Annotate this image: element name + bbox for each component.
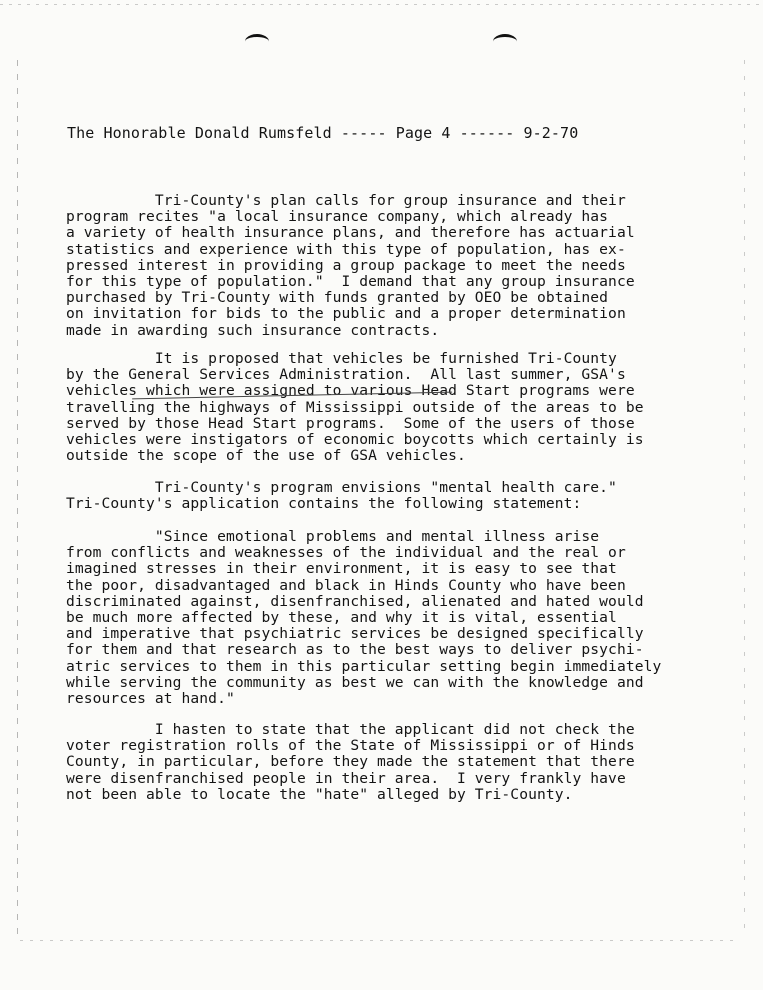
paragraph-voter-registration: I hasten to state that the applicant did not check the voter registration rolls of the State of Mississippi or of Hinds County, in particular, before they made the statement that there were disenfranchised people in their area. I very frankly have not been able to locate the "hate" alleged by Tri-County. (66, 721, 635, 803)
quoted-statement: "Since emotional problems and mental illness arise from conflicts and weaknesses of the individual and the real or imagined stresses in their environment, it is easy to see that the poor, disadvantaged and black in Hinds County who have been discriminated against, disenfranchised, alienated and hated would be much more affected by these, and why it is vital, essential and imperative that psychiatric services be designed specifically for them and that research as to the best ways to deliver psychi- atric services to them in this particular setting begin immediately while serving the community as best we can with the knowledge and resources at hand." (66, 528, 662, 708)
scan-edge-bottom (20, 940, 740, 941)
paragraph-gsa-vehicles: It is proposed that vehicles be furnished Tri-County by the General Services Administration. All last summer, GSA's vehicles which were assigned to various Head Start programs were travelling the highways of Mississippi outside of the areas to be served by those Head Start programs. Some of the users of those vehicles were instigators of economic boycotts which certainly is outside the scope of the use of GSA vehicles. (66, 350, 644, 465)
paragraph-group-insurance: Tri-County's plan calls for group insurance and their program recites "a local insurance company, which already has a variety of health insurance plans, and therefore has actuarial statistics and experience with this type of population, has ex- pressed interest in providing a group package to meet the needs for this type of population." I demand that any group insurance purchased by Tri-County with funds granted by OEO be obtained on invitation for bids to the public and a proper determination made in awarding such insurance contracts. (66, 192, 635, 339)
punch-hole-mark (245, 34, 269, 49)
scan-edge-left (17, 60, 18, 940)
punch-hole-mark (493, 34, 517, 49)
scan-edge-top (0, 4, 763, 5)
letter-header: The Honorable Donald Rumsfeld ----- Page 4 ------ 9-2-70 (67, 124, 579, 142)
paragraph-mental-health: Tri-County's program envisions "mental health care." Tri-County's application contains the following statement: (66, 479, 617, 513)
scan-edge-right (744, 60, 745, 940)
